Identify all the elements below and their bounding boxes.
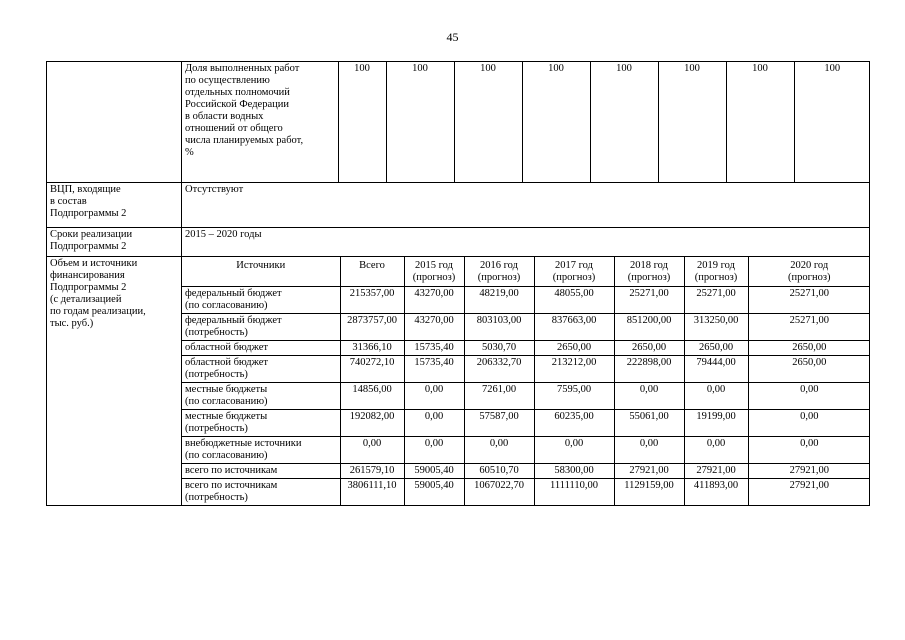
amount-cell: 60235,00 <box>534 410 614 437</box>
table-row <box>182 410 870 437</box>
finance-header-row <box>182 257 870 287</box>
table-row <box>182 383 870 410</box>
terms-label: Сроки реализации Подпрограммы 2 <box>47 228 182 257</box>
indicator-value: 100 <box>658 62 726 182</box>
source-name: всего по источникам <box>182 464 340 479</box>
indicator-value: 100 <box>522 62 590 182</box>
amount-cell: 1067022,70 <box>464 479 534 506</box>
amount-cell: 55061,00 <box>614 410 684 437</box>
indicator-value: 100 <box>454 62 522 182</box>
table-row <box>182 437 870 464</box>
indicator-value: 100 <box>386 62 454 182</box>
amount-cell: 58300,00 <box>534 464 614 479</box>
finance-sources-table <box>182 257 870 505</box>
amount-cell: 15735,40 <box>404 356 464 383</box>
amount-cell: 27921,00 <box>614 464 684 479</box>
vcp-value: Отсутствуют <box>182 183 870 228</box>
amount-cell: 27921,00 <box>748 479 870 506</box>
table-row <box>182 464 870 479</box>
amount-cell: 3806111,10 <box>340 479 404 506</box>
amount-cell: 1129159,00 <box>614 479 684 506</box>
source-name: областной бюджет <box>182 341 340 356</box>
amount-cell: 43270,00 <box>404 314 464 341</box>
header-cell: Всего <box>340 257 404 287</box>
amount-cell: 192082,00 <box>340 410 404 437</box>
amount-cell: 740272,10 <box>340 356 404 383</box>
amount-cell: 261579,10 <box>340 464 404 479</box>
vcp-label: ВЦП, входящие в состав Подпрограммы 2 <box>47 183 182 228</box>
header-cell: 2020 год (прогноз) <box>748 257 870 287</box>
source-name: всего по источникам (потребность) <box>182 479 340 506</box>
amount-cell: 48219,00 <box>464 287 534 314</box>
page-number: 45 <box>446 30 459 44</box>
amount-cell: 25271,00 <box>614 287 684 314</box>
vcp-row <box>47 183 870 228</box>
header-cell: 2015 год (прогноз) <box>404 257 464 287</box>
amount-cell: 31366,10 <box>340 341 404 356</box>
table-row <box>182 479 870 506</box>
amount-cell: 0,00 <box>404 383 464 410</box>
amount-cell: 2650,00 <box>534 341 614 356</box>
amount-cell: 837663,00 <box>534 314 614 341</box>
amount-cell: 79444,00 <box>684 356 748 383</box>
amount-cell: 25271,00 <box>684 287 748 314</box>
amount-cell: 2650,00 <box>748 341 870 356</box>
source-name: местные бюджеты (потребность) <box>182 410 340 437</box>
amount-cell: 59005,40 <box>404 479 464 506</box>
table-row <box>182 341 870 356</box>
indicator-value: 100 <box>794 62 870 182</box>
amount-cell: 0,00 <box>748 383 870 410</box>
terms-row <box>47 228 870 257</box>
amount-cell: 2650,00 <box>684 341 748 356</box>
amount-cell: 0,00 <box>614 383 684 410</box>
table-row <box>182 314 870 341</box>
amount-cell: 25271,00 <box>748 314 870 341</box>
amount-cell: 48055,00 <box>534 287 614 314</box>
amount-cell: 0,00 <box>614 437 684 464</box>
amount-cell: 2650,00 <box>614 341 684 356</box>
amount-cell: 0,00 <box>464 437 534 464</box>
amount-cell: 803103,00 <box>464 314 534 341</box>
indicator-row <box>47 62 870 183</box>
source-name: внебюджетные источники (по согласованию) <box>182 437 340 464</box>
source-name: федеральный бюджет (по согласованию) <box>182 287 340 314</box>
finance-label: Объем и источники финансирования Подпрограммы 2 (с детализацией по годам реализации, тыс. руб.) <box>47 257 182 506</box>
source-name: местные бюджеты (по согласованию) <box>182 383 340 410</box>
finance-row <box>47 257 870 506</box>
source-name: федеральный бюджет (потребность) <box>182 314 340 341</box>
amount-cell: 0,00 <box>748 410 870 437</box>
table-row <box>182 287 870 314</box>
indicator-value: 100 <box>726 62 794 182</box>
amount-cell: 0,00 <box>340 437 404 464</box>
amount-cell: 0,00 <box>404 410 464 437</box>
amount-cell: 206332,70 <box>464 356 534 383</box>
indicator-value: 100 <box>590 62 658 182</box>
header-cell: 2018 год (прогноз) <box>614 257 684 287</box>
indicator-row-empty-cell <box>47 62 182 183</box>
header-cell: 2019 год (прогноз) <box>684 257 748 287</box>
amount-cell: 14856,00 <box>340 383 404 410</box>
amount-cell: 0,00 <box>684 437 748 464</box>
terms-value: 2015 – 2020 годы <box>182 228 870 257</box>
source-name: областной бюджет (потребность) <box>182 356 340 383</box>
amount-cell: 222898,00 <box>614 356 684 383</box>
amount-cell: 60510,70 <box>464 464 534 479</box>
amount-cell: 5030,70 <box>464 341 534 356</box>
amount-cell: 0,00 <box>404 437 464 464</box>
amount-cell: 25271,00 <box>748 287 870 314</box>
amount-cell: 2873757,00 <box>340 314 404 341</box>
amount-cell: 2650,00 <box>748 356 870 383</box>
indicator-value: 100 <box>338 62 386 182</box>
amount-cell: 411893,00 <box>684 479 748 506</box>
indicator-label: Доля выполненных работ по осуществлению отдельных полномочий Российской Федерации в области водных отношений от общего числа планируемых работ, % <box>185 63 304 158</box>
amount-cell: 851200,00 <box>614 314 684 341</box>
table-row <box>182 356 870 383</box>
amount-cell: 43270,00 <box>404 287 464 314</box>
header-cell: 2017 год (прогноз) <box>534 257 614 287</box>
amount-cell: 15735,40 <box>404 341 464 356</box>
amount-cell: 213212,00 <box>534 356 614 383</box>
amount-cell: 7261,00 <box>464 383 534 410</box>
amount-cell: 27921,00 <box>748 464 870 479</box>
header-cell: Источники <box>236 260 286 271</box>
passport-table <box>46 61 870 506</box>
amount-cell: 1111110,00 <box>534 479 614 506</box>
amount-cell: 19199,00 <box>684 410 748 437</box>
amount-cell: 313250,00 <box>684 314 748 341</box>
indicator-inner-table <box>182 62 870 182</box>
amount-cell: 0,00 <box>684 383 748 410</box>
amount-cell: 57587,00 <box>464 410 534 437</box>
header-cell: 2016 год (прогноз) <box>464 257 534 287</box>
amount-cell: 59005,40 <box>404 464 464 479</box>
amount-cell: 0,00 <box>534 437 614 464</box>
amount-cell: 0,00 <box>748 437 870 464</box>
amount-cell: 7595,00 <box>534 383 614 410</box>
amount-cell: 27921,00 <box>684 464 748 479</box>
amount-cell: 215357,00 <box>340 287 404 314</box>
